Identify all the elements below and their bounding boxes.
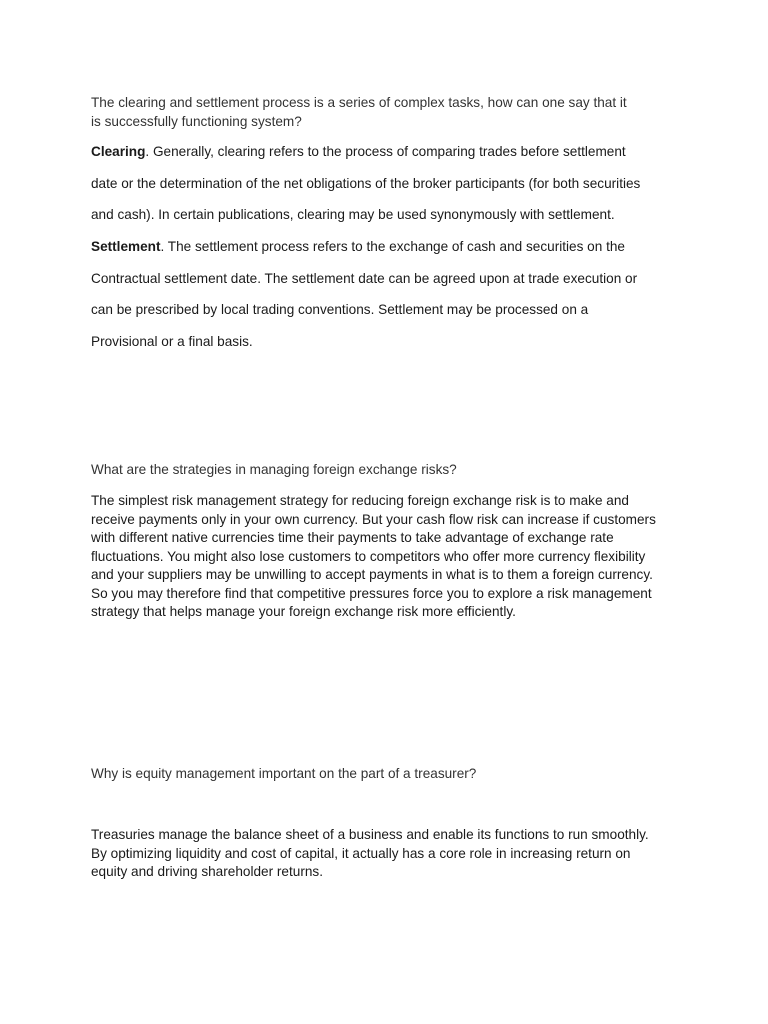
clearing-line-2: date or the determination of the net obligations of the broker participants (for both securities xyxy=(91,176,641,191)
answer-3-line: By optimizing liquidity and cost of capital, it actually has a core role in increasing return on xyxy=(91,845,631,861)
clearing-line-3: and cash). In certain publications, clearing may be used synonymously with settlement. xyxy=(91,207,615,222)
question-3: Why is equity management important on the part of a treasurer? xyxy=(91,766,477,781)
settlement-text-1: . The settlement process refers to the exchange of cash and securities on the xyxy=(160,239,625,254)
question-1-line-1: The clearing and settlement process is a series of complex tasks, how can one say that it xyxy=(91,95,627,110)
answer-2-line: receive payments only in your own currency. But your cash flow risk can increase if customers xyxy=(91,511,656,527)
answer-2-line: fluctuations. You might also lose customers to competitors who offer more currency flexibility xyxy=(91,548,646,564)
settlement-line-4: Provisional or a final basis. xyxy=(91,334,253,349)
answer-2 xyxy=(91,492,691,622)
settlement-line-1 xyxy=(91,239,625,254)
question-1-line-2: is successfully functioning system? xyxy=(91,114,302,129)
answer-3-line: Treasuries manage the balance sheet of a business and enable its functions to run smoothly. xyxy=(91,827,649,842)
clearing-text-1: . Generally, clearing refers to the process of comparing trades before settlement xyxy=(145,144,626,159)
answer-2-line: strategy that helps manage your foreign exchange risk more efficiently. xyxy=(91,604,516,619)
answer-3 xyxy=(91,826,691,882)
settlement-line-3: can be prescribed by local trading conventions. Settlement may be processed on a xyxy=(91,302,589,317)
settlement-line-2: Contractual settlement date. The settlement date can be agreed upon at trade execution or xyxy=(91,271,638,286)
settlement-term: Settlement xyxy=(91,239,161,254)
clearing-term: Clearing xyxy=(91,144,146,159)
answer-2-line: with different native currencies time their payments to take advantage of exchange rate xyxy=(91,530,614,545)
answer-2-line: and your suppliers may be unwilling to accept payments in what is to them a foreign currency. xyxy=(91,567,653,582)
answer-2-line: The simplest risk management strategy for reducing foreign exchange risk is to make and xyxy=(91,493,629,508)
answer-2-line: So you may therefore find that competitive pressures force you to explore a risk management xyxy=(91,585,652,601)
question-2: What are the strategies in managing foreign exchange risks? xyxy=(91,462,457,477)
clearing-line-1 xyxy=(91,144,626,159)
answer-3-line: equity and driving shareholder returns. xyxy=(91,864,323,879)
